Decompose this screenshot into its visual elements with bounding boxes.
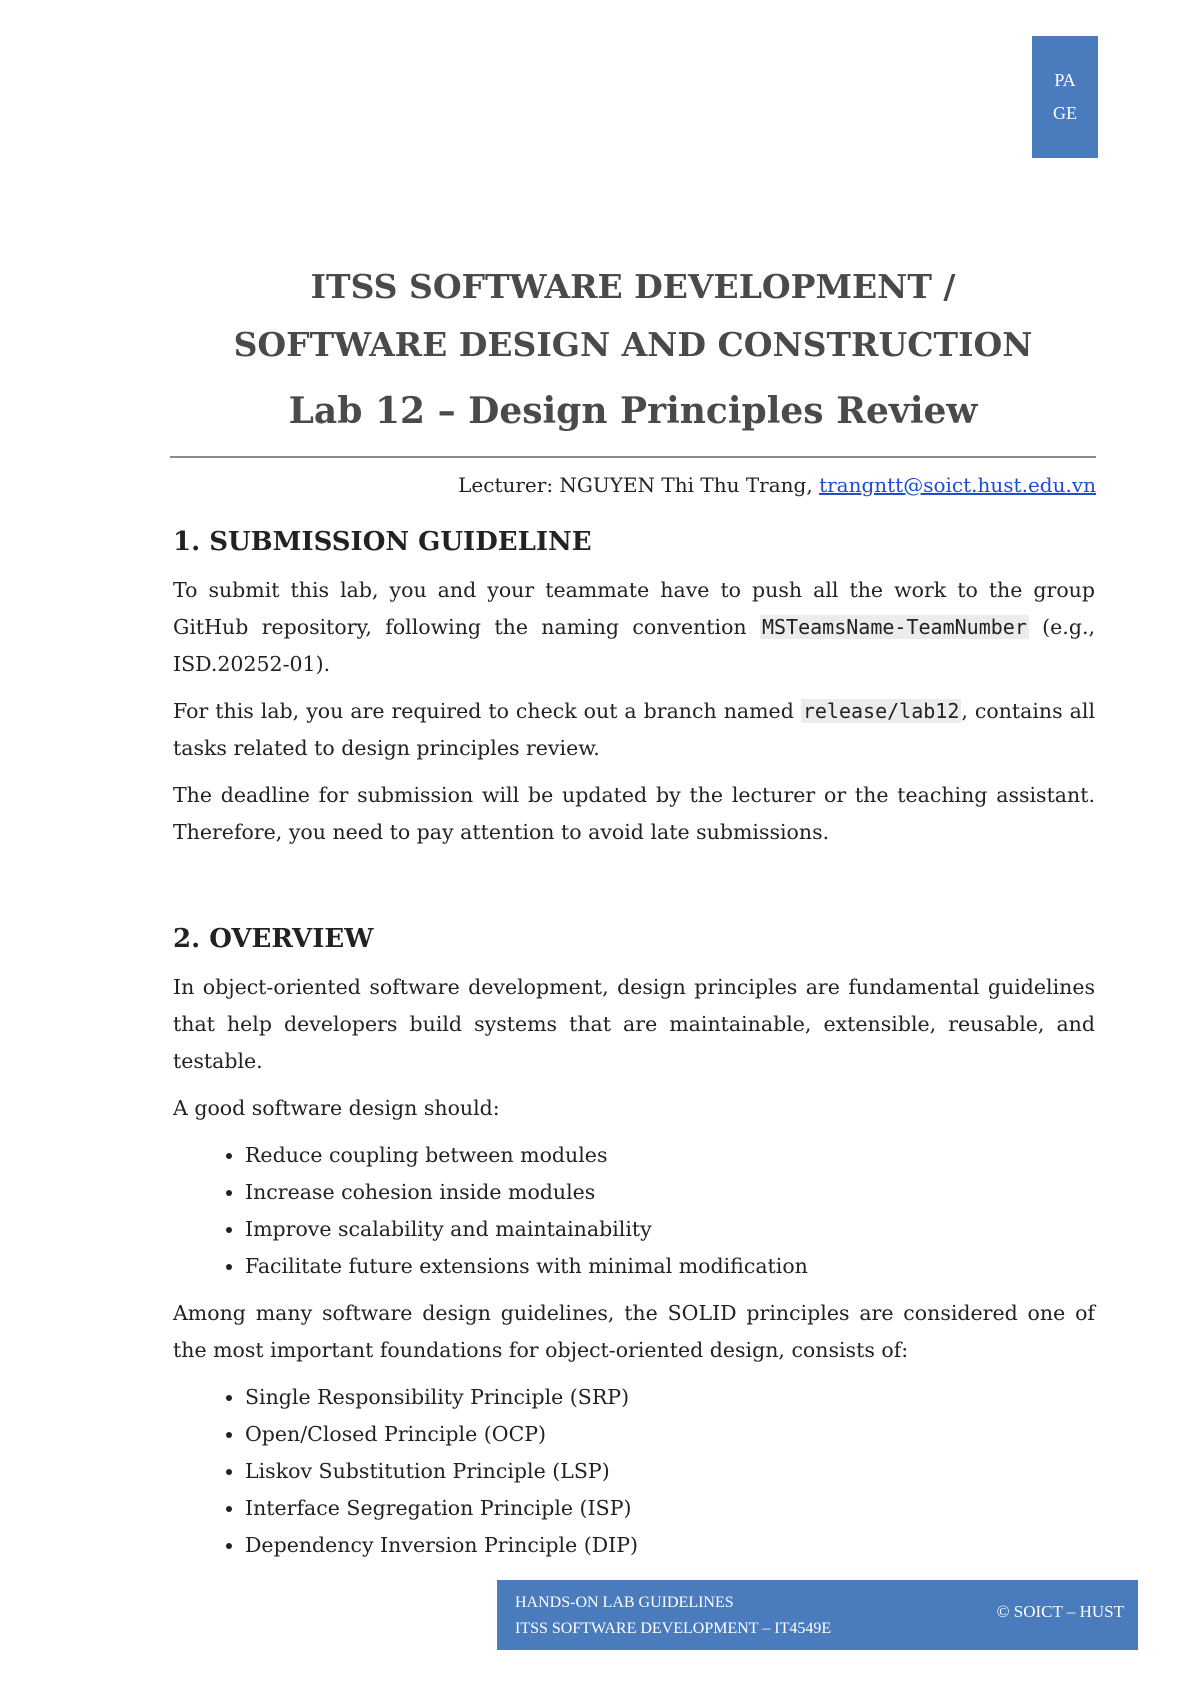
document-title — [170, 258, 1096, 436]
text-span: For this lab, you are required to check out a branch named — [173, 699, 801, 723]
overview-paragraph-1: In object-oriented software development, design principles are fundamental guidelines that help developers build systems that are maintainable, extensible, reusable, and testable. — [173, 975, 1095, 1073]
text-span: To submit this lab, you and your teammate have to push all the work to the group GitHub repository, following the naming convention — [173, 578, 1095, 639]
page-number-badge — [1032, 36, 1098, 158]
section-heading-submission: 1. SUBMISSION GUIDELINE — [173, 527, 592, 557]
lecturer-label: Lecturer: NGUYEN Thi Thu Trang, — [458, 473, 820, 497]
footer-line2: ITSS SOFTWARE DEVELOPMENT – IT4549E — [515, 1620, 832, 1637]
list-item: • Increase cohesion inside modules — [245, 1174, 1095, 1211]
list-item: • Liskov Substitution Principle (LSP) — [245, 1453, 1095, 1490]
solid-principles-list — [173, 1379, 1095, 1564]
footer-copyright: © SOICT – HUST — [996, 1602, 1124, 1621]
submission-paragraph-1 — [173, 572, 1095, 683]
page-badge-line1: PA — [1054, 70, 1076, 90]
main-content — [173, 520, 1095, 1574]
branch-name-code: release/lab12 — [802, 699, 960, 723]
section-heading-overview: 2. OVERVIEW — [173, 924, 374, 954]
section-spacer — [173, 861, 1095, 917]
lecturer-line — [170, 473, 1096, 497]
submission-paragraph-3: The deadline for submission will be updated by the lecturer or the teaching assistant. Therefore, you need to pay attention to avoid late submissions. — [173, 783, 1095, 844]
list-item: • Improve scalability and maintainability — [245, 1211, 1095, 1248]
text-span: (e.g., ISD.20252-01). — [173, 615, 1095, 676]
overview-paragraph-3: Among many software design guidelines, the SOLID principles are considered one of the most important foundations for object-oriented design, consists of: — [173, 1301, 1095, 1362]
footer-line1: HANDS-ON LAB GUIDELINES — [515, 1594, 734, 1611]
submission-paragraph-2 — [173, 693, 1095, 767]
design-goals-list — [173, 1137, 1095, 1285]
course-title-line2: SOFTWARE DESIGN AND CONSTRUCTION — [233, 325, 1033, 364]
title-divider — [170, 456, 1096, 458]
naming-convention-code: MSTeamsName-TeamNumber — [761, 615, 1027, 639]
lecturer-email-link[interactable]: trangntt@soict.hust.edu.vn — [819, 473, 1096, 497]
list-item: • Single Responsibility Principle (SRP) — [245, 1379, 1095, 1416]
list-item: • Open/Closed Principle (OCP) — [245, 1416, 1095, 1453]
footer-left — [515, 1590, 831, 1642]
text-span: , contains all tasks related to design principles review. — [173, 699, 1095, 760]
list-item: • Facilitate future extensions with minimal modification — [245, 1248, 1095, 1285]
list-item: • Reduce coupling between modules — [245, 1137, 1095, 1174]
page-badge-line2: GE — [1053, 103, 1077, 123]
course-title-line1: ITSS SOFTWARE DEVELOPMENT / — [310, 267, 956, 306]
list-item: • Dependency Inversion Principle (DIP) — [245, 1527, 1095, 1564]
page-footer — [497, 1580, 1138, 1650]
lab-title: Lab 12 – Design Principles Review — [288, 390, 978, 432]
overview-paragraph-2: A good software design should: — [173, 1096, 500, 1120]
list-item: • Interface Segregation Principle (ISP) — [245, 1490, 1095, 1527]
